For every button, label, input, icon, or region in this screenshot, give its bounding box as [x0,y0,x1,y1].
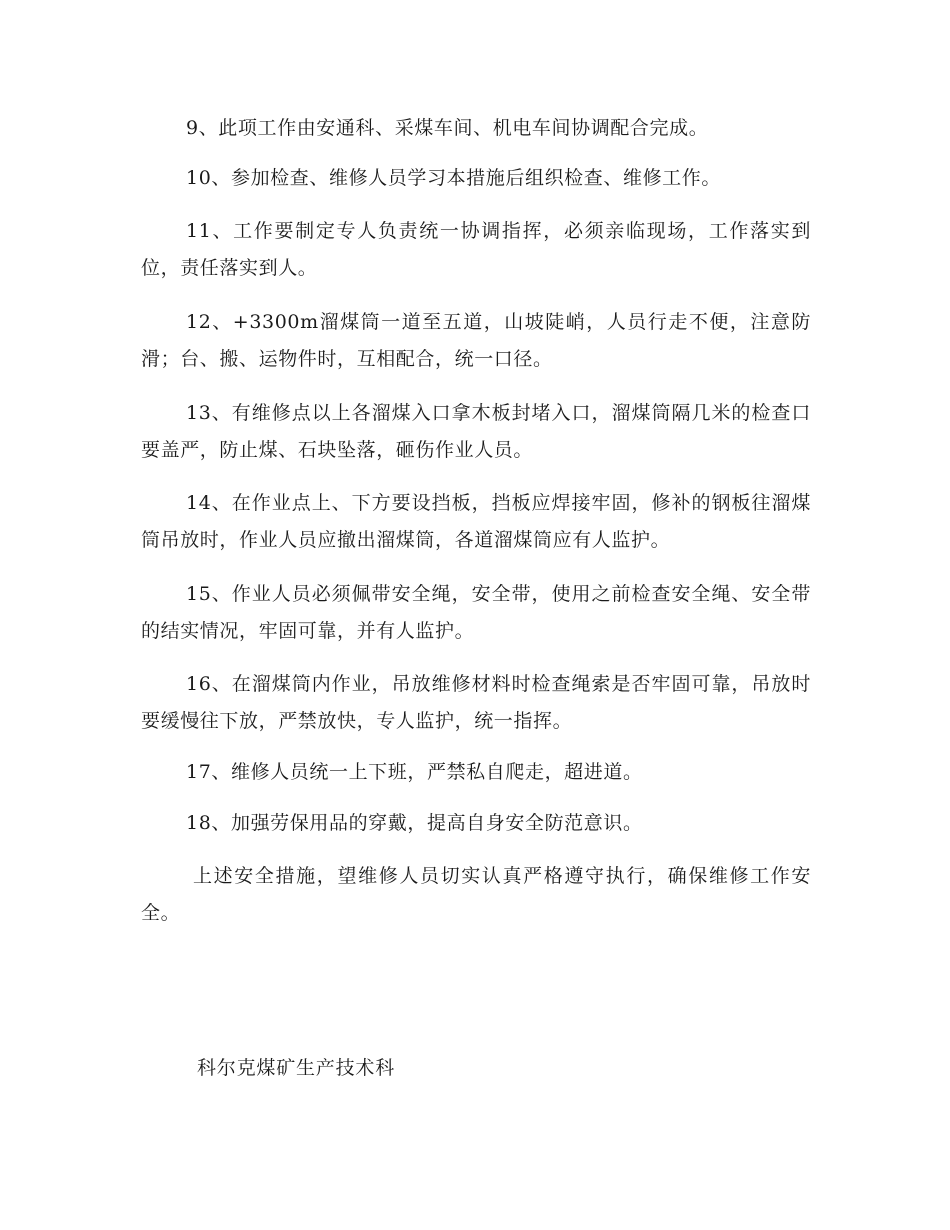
issuer-signature: 科尔克煤矿生产技术科 [197,1057,396,1079]
measure-item-11: 11、工作要制定专人负责统一协调指挥，必须亲临现场，工作落实到位，责任落实到人。 [141,220,811,279]
measure-item-13: 13、有维修点以上各溜煤入口拿木板封堵入口，溜煤筒隔几米的检查口要盖严，防止煤、石块坠落，砸伤作业人员。 [141,402,811,461]
closing-statement: 上述安全措施，望维修人员切实认真严格遵守执行，确保维修工作安全。 [141,865,811,924]
measure-item-12: 12、+3300m溜煤筒一道至五道，山坡陡峭，人员行走不便，注意防滑；台、搬、运物件时，互相配合，统一口径。 [141,311,811,370]
measure-item-17: 17、维修人员统一上下班，严禁私自爬走，超进道。 [186,761,643,783]
measure-item-18: 18、加强劳保用品的穿戴，提高自身安全防范意识。 [186,812,643,834]
measure-item-15: 15、作业人员必须佩带安全绳，安全带，使用之前检查安全绳、安全带的结实情况，牢固可靠，并有人监护。 [141,583,811,642]
measure-item-9: 9、此项工作由安通科、采煤车间、机电车间协调配合完成。 [186,117,709,139]
measure-item-16: 16、在溜煤筒内作业，吊放维修材料时检查绳索是否牢固可靠，吊放时要缓慢往下放，严禁放快，专人监护，统一指挥。 [141,673,811,732]
measure-item-14: 14、在作业点上、下方要设挡板，挡板应焊接牢固，修补的钢板往溜煤筒吊放时，作业人员应撤出溜煤筒，各道溜煤筒应有人监护。 [141,492,811,551]
measure-item-10: 10、参加检查、维修人员学习本措施后组织检查、维修工作。 [186,167,721,189]
